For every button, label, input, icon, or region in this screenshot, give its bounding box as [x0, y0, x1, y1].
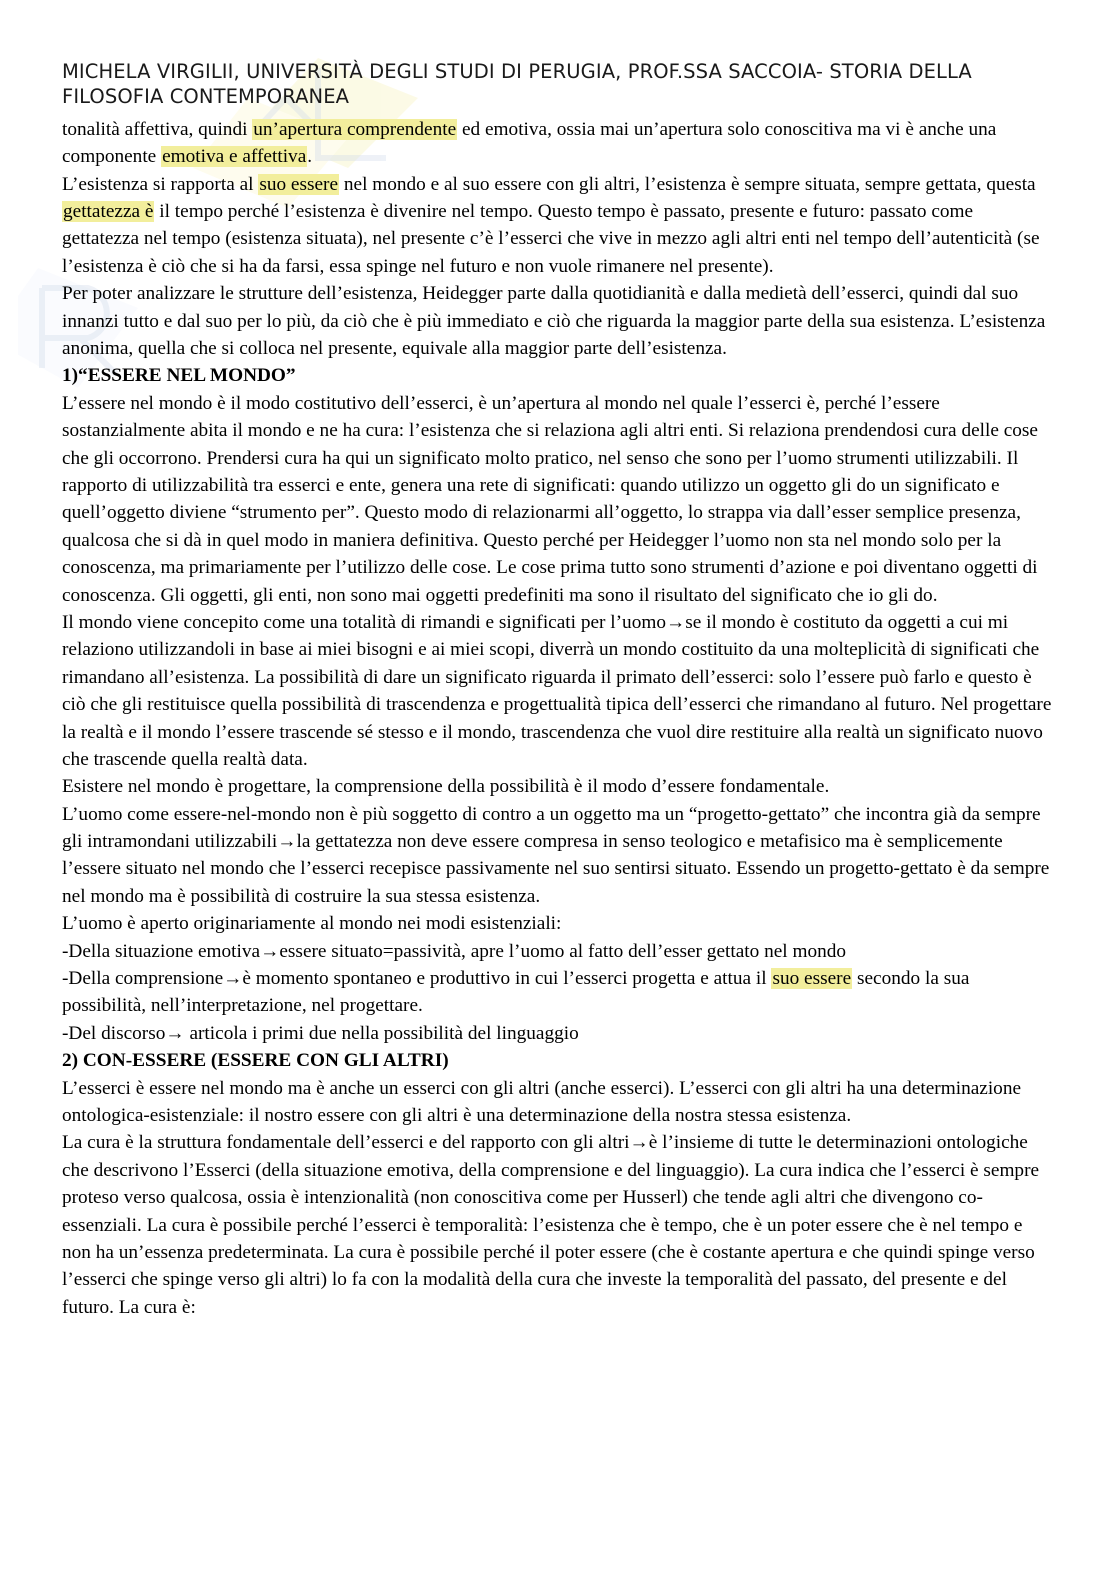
- paragraph: tonalità affettiva, quindi un’apertura comprendente ed emotiva, ossia mai un’apertura solo conoscitiva ma vi è anche una componente emotiva e affettiva.: [62, 118, 997, 168]
- paragraph: L’uomo come essere-nel-mondo non è più soggetto di contro a un oggetto ma un “progetto-gettato” che incontra già da sempre gli intramondani utilizzabili→la gettatezza non deve essere compresa in senso teologico e metafisico ma è semplicemente l’essere situato nel mondo che l’esserci recepisce passivamente nel suo sentirsi situato. Essendo un progetto-gettato è da sempre nel mondo ma è possibilità di costruire la sua stessa esistenza.: [62, 803, 1050, 907]
- paragraph: L’uomo è aperto originariamente al mondo nei modi esistenziali:: [62, 913, 562, 935]
- page-title: MICHELA VIRGILII, UNIVERSITÀ DEGLI STUDI DI PERUGIA, PROF.SSA SACCOIA- STORIA DELLA FILOSOFIA CONTEMPORANEA: [62, 60, 972, 108]
- list-item: -Del discorso→ articola i primi due nella possibilità del linguaggio: [62, 1022, 579, 1044]
- list-item: -Della comprensione→è momento spontaneo e produttivo in cui l’esserci progetta e attua il suo essere secondo la sua possibilità, nell’interpretazione, nel progettare.: [62, 968, 970, 1017]
- paragraph: L’esserci è essere nel mondo ma è anche un esserci con gli altri (anche esserci). L’esserci con gli altri ha una determinazione ontologica-esistenziale: il nostro essere con gli altri è una determinazione della nostra stessa esistenza.: [62, 1077, 1022, 1126]
- paragraph: L’essere nel mondo è il modo costitutivo dell’esserci, è un’apertura al mondo nel quale l’esserci è, perché l’essere sostanzialmente abita il mondo e ne ha cura: l’esistenza che si relaziona agli altri enti. Si relaziona prendendosi cura delle cose che gli occorrono. Prendersi cura ha qui un significato molto pratico, nel senso che sono per l’uomo strumenti utilizzabili. Il rapporto di utilizzabilità tra esserci e ente, genera una rete di significati: quando utilizzo un oggetto gli do un significato e quell’oggetto diviene “strumento per”. Questo modo di relazionarmi all’oggetto, lo strappa via dall’esser semplice presenza, qualcosa che si dà in quel modo in maniera definitiva. Questo perché per Heidegger l’uomo non sta nel mondo solo per la conoscenza, ma primariamente per l’utilizzo delle cose. Le cose prima tutto sono strumenti d’azione e poi diventano oggetti di conoscenza. Gli oggetti, gli enti, non sono mai oggetti predefiniti ma sono il risultato del significato che io gli do.: [62, 392, 1038, 606]
- paragraph: Il mondo viene concepito come una totalità di rimandi e significati per l’uomo→se il mondo è costituto da oggetti a cui mi relaziono utilizzandoli in base ai miei bisogni e ai miei scopi, diverrà un mondo costituito da una molteplicità di significati che rimandano all’esistenza. La possibilità di dare un significato riguarda il primato dell’esserci: solo l’essere può farlo e questo è ciò che gli restituisce quella possibilità di trascendenza e progettualità tipica dell’esserci che rimandano al futuro. Nel progettare la realtà e il mondo l’essere trascende sé stesso e il mondo, trascendenza che vuol dire restituire alla realtà un significato nuovo che trascende quella realtà data.: [62, 611, 1052, 770]
- paragraph: L’esistenza si rapporta al suo essere nel mondo e al suo essere con gli altri, l’esistenza è sempre situata, sempre gettata, questa gettatezza è il tempo perché l’esistenza è divenire nel tempo. Questo tempo è passato, presente e futuro: passato come gettatezza nel tempo (esistenza situata), nel presente c’è l’esserci che vive in mezzo agli altri enti nel tempo dell’autenticità (se l’esistenza è ciò che si ha da farsi, essa spinge nel futuro e non vuole rimanere nel presente).: [62, 173, 1040, 277]
- paragraph: La cura è la struttura fondamentale dell’esserci e del rapporto con gli altri→è l’insieme di tutte le determinazioni ontologiche che descrivono l’Esserci (della situazione emotiva, della comprensione e del linguaggio). La cura indica che l’esserci è sempre proteso verso qualcosa, ossia è intenzionalità (non conoscitiva come per Husserl) che tende agli altri che divengono co-essenziali. La cura è possibile perché l’esserci è temporalità: l’esistenza che è tempo, che è un poter essere che è nel tempo e non ha un’essenza predeterminata. La cura è possibile perché il poter essere (che è costante apertura e che quindi spinge verso l’esserci che spinge verso gli altri) lo fa con la modalità della cura che investe la temporalità del passato, del presente e del futuro. La cura è:: [62, 1132, 1040, 1318]
- section-heading-2: 2) CON-ESSERE (ESSERE CON GLI ALTRI): [62, 1050, 449, 1072]
- paragraph: Per poter analizzare le strutture dell’esistenza, Heidegger parte dalla quotidianità e dalla medietà dell’esserci, quindi dal suo innanzi tutto e dal suo per lo più, da ciò che è più immediato e ciò che riguarda la maggior parte della sua esistenza. L’esistenza anonima, quella che si colloca nel presente, equivale alla maggior parte dell’esistenza.: [62, 283, 1046, 360]
- section-heading-1: 1)“ESSERE NEL MONDO”: [62, 365, 296, 387]
- document-body: [62, 116, 1054, 1321]
- list-item: -Della situazione emotiva→essere situato=passività, apre l’uomo al fatto dell’esser gettato nel mondo: [62, 940, 847, 962]
- paragraph: Esistere nel mondo è progettare, la comprensione della possibilità è il modo d’essere fondamentale.: [62, 776, 830, 798]
